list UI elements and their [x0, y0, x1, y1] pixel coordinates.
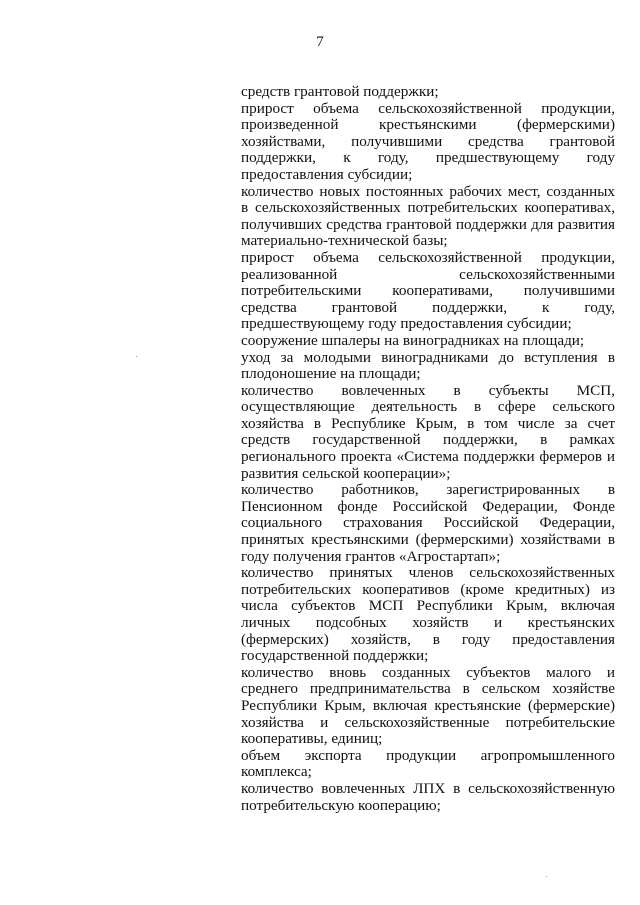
paragraph: количество работников, зарегистрированных в Пенсионном фонде Российской Федерации, Фонде социального страхования Российской Федерации, принятых крестьянскими (фермерскими) хозяйствами в году получения грантов «Агростартап»; [241, 481, 615, 565]
paragraph: количество принятых членов сельскохозяйственных потребительских кооперативов (кроме кредитных) из числа субъектов МСП Республики Крым, включая личных подсобных хозяйств и крестьянских (фермерских) хозяйств, в году предоставления государственной поддержки; [241, 564, 615, 665]
page-number: 7 [316, 34, 324, 50]
paragraph: количество вновь созданных субъектов малого и среднего предпринимательства в сельском хозяйстве Республики Крым, включая крестьянские (фермерские) хозяйства и сельскохозяйственные потребительские кооперативы, единиц; [241, 663, 615, 748]
paragraph: количество вовлеченных в субъекты МСП, осуществляющие деятельность в сфере сельского хозяйства в Республике Крым, в том числе за счет средств государственной поддержки, в рамках регионального проекта «Система поддержки фермеров и развития сельской кооперации»; [241, 381, 615, 482]
paragraph: средств грантовой поддержки; [241, 83, 439, 100]
document-body [241, 84, 615, 814]
scan-speck [546, 876, 547, 877]
scan-speck [136, 356, 137, 357]
paragraph: уход за молодыми виноградниками до вступления в плодоношение на площади; [241, 348, 615, 383]
paragraph: количество вовлеченных ЛПХ в сельскохозяйственную потребительскую кооперацию; [241, 779, 615, 814]
paragraph: объем экспорта продукции агропромышленного комплекса; [241, 746, 615, 781]
paragraph: прирост объема сельскохозяйственной продукции, произведенной крестьянскими (фермерскими) хозяйствами, получившими средства грантовой поддержки, к году, предшествующему году предоставления субсидии; [241, 99, 615, 183]
paragraph: сооружение шпалеры на виноградниках на площади; [241, 331, 585, 349]
paragraph: прирост объема сельскохозяйственной продукции, реализованной сельскохозяйственными потребительскими кооперативами, получившими средства грантовой поддержки, к году, предшествующему году предоставления субсидии; [241, 248, 615, 333]
paragraph: количество новых постоянных рабочих мест, созданных в сельскохозяйственных потребительских кооперативах, получивших средства грантовой поддержки для развития материально-технической базы; [241, 182, 615, 250]
